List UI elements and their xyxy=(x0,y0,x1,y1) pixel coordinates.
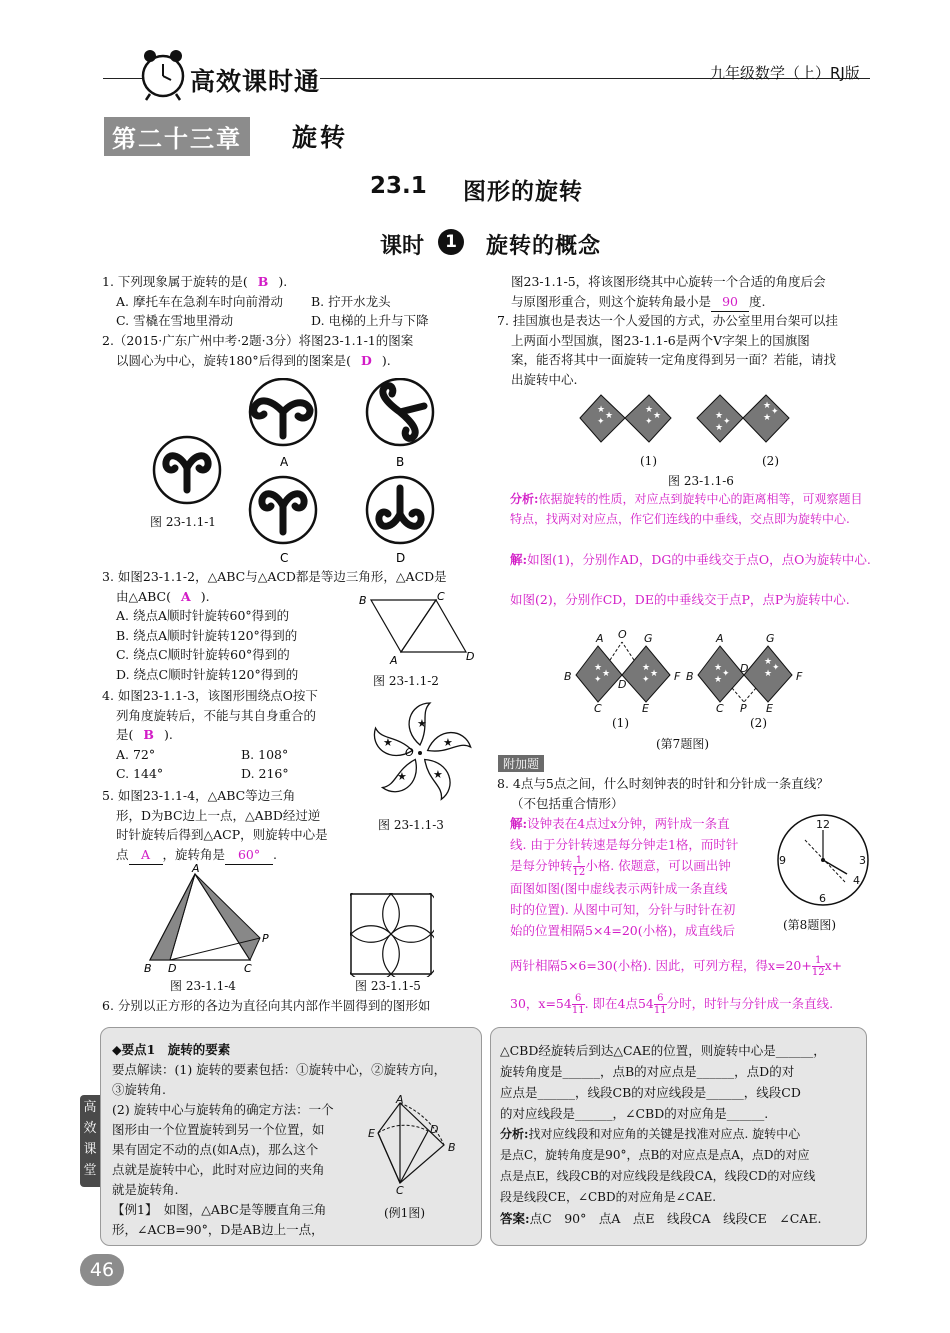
alarm-clock-logo-icon xyxy=(138,44,188,104)
example-1-answer-label: 答案: xyxy=(500,1211,530,1226)
clock-12: 12 xyxy=(816,818,830,831)
q7-a2-point-c: C xyxy=(716,702,724,712)
q7-a1-point-g: G xyxy=(644,632,653,645)
clock-9: 9 xyxy=(779,854,786,867)
q4-option-d: D. 216° xyxy=(241,766,289,781)
lesson-title: 旋转的概念 xyxy=(486,234,602,259)
q7-analysis xyxy=(510,490,872,529)
q7-sub2-label: (2) xyxy=(762,454,779,468)
q7-answer-caption: (第7题图) xyxy=(656,737,709,751)
lesson-number-badge: 1 xyxy=(438,229,464,255)
example-1-answer: 点C 90° 点A 点E 线段CA 线段CE ∠CAE. xyxy=(529,1211,822,1226)
q5-answer-angle: 60° xyxy=(225,845,273,866)
q2-label-d: D xyxy=(396,551,406,565)
q7-analysis-text: 依据旋转的性质，对应点到旋转中心的距离相等，可观察题目特点，找两对对应点，作它们连线的中垂线，交点即为旋转中心. xyxy=(510,492,863,526)
page-number: 46 xyxy=(80,1254,124,1286)
svg-text:★: ★ xyxy=(433,768,443,781)
fig-23-1-1-6-caption: 图 23-1.1-6 xyxy=(668,474,734,488)
example-1-line3: △CBD经旋转后到达△CAE的位置，则旋转中心是______， xyxy=(500,1043,826,1058)
q8-clock-caption: (第8题图) xyxy=(783,918,836,932)
question-7 xyxy=(497,311,872,389)
q2-option-b-figure xyxy=(367,379,433,445)
example-1-line2: 形，∠ACB=90°，D是AB边上一点， xyxy=(112,1222,324,1237)
clock-3: 3 xyxy=(859,854,866,867)
q7-a1-point-e: E xyxy=(642,702,649,712)
q5-point-p: P xyxy=(262,932,269,945)
key-point-title: ◆要点1 旋转的要素 xyxy=(112,1042,231,1057)
q4-end: ). xyxy=(163,727,173,742)
q7-flag-figures xyxy=(575,390,805,452)
q7-line1: 7. 挂国旗也是表达一个人爱国的方式，办公室里用台架可以挂 xyxy=(497,313,838,328)
q6-end: 度. xyxy=(749,293,766,309)
svg-text:★: ★ xyxy=(383,736,393,749)
svg-text:★: ★ xyxy=(642,663,651,673)
svg-text:★: ★ xyxy=(653,411,662,421)
q3-option-c: C. 绕点C顺时针旋转60°得到的 xyxy=(116,647,290,662)
q7-a2-point-b: B xyxy=(686,670,694,683)
q7-a2-point-f: F xyxy=(796,670,803,683)
svg-text:✦: ✦ xyxy=(642,675,650,685)
example-1-figure xyxy=(366,1095,466,1195)
section-number: 23.1 xyxy=(370,173,427,199)
q8-solution-3b: 小格. 依题意，可以画出钟 xyxy=(585,858,731,873)
q7-a2-point-e: E xyxy=(766,702,773,712)
q4-line2: 列角度旋转后，不能与其自身重合的 xyxy=(116,707,317,723)
q7-a1-point-c: C xyxy=(594,702,602,712)
q2-label-a: A xyxy=(280,455,289,469)
q7-solution xyxy=(510,550,872,570)
q3-rhombus-figure xyxy=(356,590,481,670)
q8-frac3-den: 11 xyxy=(571,1005,585,1016)
svg-text:★: ★ xyxy=(764,669,773,679)
q1-option-c: C. 雪橇在雪地里滑动 xyxy=(116,313,234,328)
example-1-line1: 【例1】 如图，△ABC是等腰直角三角 xyxy=(112,1202,327,1217)
example-1-caption: (例1图) xyxy=(384,1206,425,1220)
q7-a2-point-d: D xyxy=(740,662,749,675)
header-rule-left xyxy=(103,78,143,79)
chapter-name: 旋转 xyxy=(292,123,349,152)
svg-text:★: ★ xyxy=(714,675,723,685)
q5-point-a: A xyxy=(192,862,200,875)
svg-text:★: ★ xyxy=(397,770,407,783)
example-1-line4: 旋转角度是______，点B的对应点是______，点D的对 xyxy=(500,1064,795,1079)
q4-point-o: O xyxy=(405,746,414,759)
q8-solution-8b: . 即在4点54 xyxy=(584,996,654,1011)
svg-text:★: ★ xyxy=(417,717,427,730)
q6-answer: 90 xyxy=(711,292,749,313)
question-8 xyxy=(497,774,872,813)
q5-triangle-figure xyxy=(140,862,280,977)
fig-23-1-1-5-caption: 图 23-1.1-5 xyxy=(355,979,421,993)
q4-line1: 4. 如图23-1.1-3，该图形围绕点O按下 xyxy=(102,688,318,703)
q8-frac2-den: 12 xyxy=(811,967,825,978)
q7-sub1-label: (1) xyxy=(640,454,657,468)
q8-solution-8 xyxy=(510,993,880,1016)
q8-solution-8a: 30，x=54 xyxy=(510,996,572,1011)
q2-option-c-figure xyxy=(250,477,316,543)
q5-prefix: 点 xyxy=(116,846,129,862)
q8-clock-figure xyxy=(775,810,875,910)
fig-23-1-1-1-caption: 图 23-1.1-1 xyxy=(150,515,216,529)
svg-text:★: ★ xyxy=(715,411,724,421)
svg-text:✦: ✦ xyxy=(645,417,653,427)
q8-solution-7 xyxy=(510,955,880,978)
q1-stem: 1. 下列现象属于旋转的是( xyxy=(102,274,248,289)
q8-line1: 8. 4点与5点之间，什么时刻钟表的时针和分针成一条直线？ xyxy=(497,776,829,791)
q4-option-b: B. 108° xyxy=(241,746,289,762)
q7-solution-2: 如图(2)，分别作CD，DE的中垂线交于点P，点P为旋转中心. xyxy=(510,592,850,607)
q7-a1-point-a: A xyxy=(596,632,604,645)
question-4 xyxy=(102,686,362,784)
q8-solution-4: 面图如图(图中虚线表示两针成一条直线 xyxy=(510,881,728,896)
q4-option-c: C. 144° xyxy=(116,766,164,781)
fig-23-1-1-4-caption: 图 23-1.1-4 xyxy=(170,979,236,993)
q3-line1: 3. 如图23-1.1-2，△ABC与△ACD都是等边三角形，△ACD是 xyxy=(102,569,447,584)
q7-line4: 出旋转中心. xyxy=(511,371,578,387)
section-title: 图形的旋转 xyxy=(463,179,583,205)
fig-23-1-1-2-caption: 图 23-1.1-2 xyxy=(373,674,439,688)
q8-frac1-num: 1 xyxy=(573,855,586,867)
q1-option-a: A. 摩托车在急刹车时向前滑动 xyxy=(116,293,283,309)
q3-option-d: D. 绕点C顺时针旋转120°得到的 xyxy=(116,666,299,682)
q7-analysis-label: 分析: xyxy=(510,492,539,506)
logo-text: 高效课时通 xyxy=(190,67,321,96)
q5-mid: ，旋转角是 xyxy=(162,846,226,862)
q7-a1-point-b: B xyxy=(564,670,572,683)
svg-text:★: ★ xyxy=(602,669,611,679)
q2-option-a-figure xyxy=(250,379,316,445)
q7-line3: 案，能否将其中一面旋转一定角度得到另一面？若能，请找 xyxy=(511,352,837,367)
q7-answer-sub1: (1) xyxy=(612,716,629,730)
q8-solution-5: 时的位置). 从图中可知，分针与时针在初 xyxy=(510,902,736,917)
key-point-line6: 点就是旋转中心，此时对应边间的夹角 xyxy=(112,1162,325,1177)
svg-text:★: ★ xyxy=(443,736,453,749)
svg-text:★: ★ xyxy=(763,401,772,411)
svg-text:★: ★ xyxy=(650,669,659,679)
q4-pinwheel-figure xyxy=(365,698,480,806)
ex1-point-b: B xyxy=(448,1141,456,1154)
q7-solution-label: 解: xyxy=(510,552,528,567)
svg-text:✦: ✦ xyxy=(722,669,730,679)
q7-a1-point-d: D xyxy=(618,678,627,691)
q3-line2: 由△ABC( xyxy=(116,588,171,604)
q2-line1: 2.（2015·广东广州中考·2题·3分）将图23-1.1-1的图案 xyxy=(102,333,414,348)
q7-a2-point-p: P xyxy=(740,702,747,712)
q7-a1-point-f: F xyxy=(674,670,681,683)
q4-answer: B xyxy=(143,727,154,742)
example-1-analysis-2: 是点C，旋转角度是90°，点B的对应点是点A，点D的对应 xyxy=(500,1148,810,1162)
q8-solution-2: 线. 由于分针转速是每分钟走1格，而时针 xyxy=(510,837,739,852)
q4-option-a: A. 72° xyxy=(116,746,156,762)
question-2 xyxy=(102,331,487,370)
clock-4: 4 xyxy=(853,874,860,887)
q7-answer-sub2: (2) xyxy=(750,716,767,730)
svg-text:★: ★ xyxy=(764,657,773,667)
q3-point-c: C xyxy=(437,590,445,603)
key-point-line4: 图形由一个位置旋转到另一个位置，如 xyxy=(112,1122,325,1137)
q6-square-petals-figure xyxy=(350,893,434,977)
q2-line2: 以圆心为中心，旋转180°后得到的图案是( xyxy=(116,352,351,368)
q5-point-d: D xyxy=(168,962,177,975)
ex1-point-a: A xyxy=(396,1095,404,1106)
q1-option-d: D. 电梯的上升与下降 xyxy=(311,313,429,328)
key-point-line3: (2) 旋转中心与旋转角的确定方法：一个 xyxy=(112,1102,334,1117)
q8-solution-3a: 是每分钟转 xyxy=(510,858,573,873)
q2-label-b: B xyxy=(396,455,405,469)
q7-a1-point-o: O xyxy=(618,630,627,641)
q8-solution-1: 设钟表在4点过x分钟，两针成一条直 xyxy=(527,816,730,831)
q3-point-d: D xyxy=(466,650,475,663)
q1-end: ). xyxy=(278,274,288,289)
q7-a2-point-g: G xyxy=(766,632,775,645)
fig-23-1-1-3-caption: 图 23-1.1-3 xyxy=(378,818,444,832)
q4-line3: 是( xyxy=(116,727,134,742)
example-1-continued xyxy=(500,1040,860,1229)
q2-original-figure xyxy=(154,437,220,503)
svg-text:★: ★ xyxy=(645,405,654,415)
svg-text:★: ★ xyxy=(594,663,603,673)
book-title: 九年级数学（上）RJ版 xyxy=(710,64,860,82)
q7-line2: 上两面小型国旗，图23-1.1-6是两个V字架上的国旗图 xyxy=(511,332,810,348)
q8-solution-label: 解: xyxy=(510,816,528,831)
extra-question-tag: 附加题 xyxy=(498,755,544,772)
ex1-point-e: E xyxy=(368,1127,375,1140)
q3-end: ). xyxy=(200,588,210,604)
svg-text:★: ★ xyxy=(714,663,723,673)
side-tab: 高效课堂 xyxy=(80,1095,100,1187)
q6-line1: 6. 分别以正方形的各边为直径向其内部作半圆得到的图形如 xyxy=(102,998,431,1013)
q8-solution-8c: 分时，时针与分针成一条直线. xyxy=(666,996,834,1011)
q8-line2: （不包括重合情形） xyxy=(511,795,624,811)
q7-a2-point-a: A xyxy=(716,632,724,645)
ex1-point-c: C xyxy=(396,1184,404,1195)
q3-point-a: A xyxy=(390,654,398,667)
svg-text:✦: ✦ xyxy=(597,417,605,427)
example-1-analysis-1: 找对应线段和对应角的关键是找准对应点. 旋转中心 xyxy=(528,1127,801,1141)
example-1-analysis-3: 点是点E，线段CB的对应线段是线段CA，线段CD的对应线 xyxy=(500,1169,816,1183)
svg-text:✦: ✦ xyxy=(594,675,602,685)
q3-point-b: B xyxy=(359,594,367,607)
q1-option-b: B. 拧开水龙头 xyxy=(311,293,391,309)
q5-line1: 5. 如图23-1.1-4，△ABC等边三角 xyxy=(102,788,296,803)
q8-frac4-den: 11 xyxy=(653,1005,667,1016)
q6-line2: 图23-1.1-5，将该图形绕其中心旋转一个合适的角度后会 xyxy=(511,274,826,289)
q3-answer: A xyxy=(181,588,191,604)
q8-solution-6: 始的位置相隔5×4=20(小格)，成直线后 xyxy=(510,923,736,938)
q7-solution-1: 如图(1)，分别作AD，DG的中垂线交于点O，点O为旋转中心. xyxy=(527,552,871,567)
q8-frac4-num: 6 xyxy=(654,993,667,1005)
q5-line2: 形，D为BC边上一点，△ABD经过逆 xyxy=(116,807,321,823)
question-6-continued xyxy=(497,272,872,312)
q6-line3: 与原图形重合，则这个旋转角最小是 xyxy=(511,293,712,309)
svg-text:✦: ✦ xyxy=(771,407,779,417)
question-5 xyxy=(102,786,362,865)
q8-frac3-num: 6 xyxy=(572,993,585,1005)
q8-frac1-den: 12 xyxy=(572,867,586,878)
key-point-line2: ③旋转角. xyxy=(112,1082,166,1097)
q2-label-c: C xyxy=(280,551,289,565)
q8-frac2-num: 1 xyxy=(812,955,825,967)
example-1-line6: 的对应线段是______，∠CBD的对应角是______. xyxy=(500,1106,769,1121)
svg-text:★: ★ xyxy=(763,413,772,423)
q2-answer: D xyxy=(361,352,372,368)
q8-solution xyxy=(510,813,772,941)
q2-end: ). xyxy=(381,352,391,368)
q5-point-b: B xyxy=(144,962,152,975)
q5-line3: 时针旋转后得到△ACP，则旋转中心是 xyxy=(116,827,328,842)
svg-text:✦: ✦ xyxy=(772,663,780,673)
key-point-line7: 就是旋转角. xyxy=(112,1182,179,1197)
key-point-line1: 要点解读：(1) 旋转的要素包括：①旋转中心，②旋转方向， xyxy=(112,1062,447,1077)
ex1-point-d: D xyxy=(430,1123,439,1136)
q8-solution-7b: x+ xyxy=(824,958,843,973)
q2-figures xyxy=(150,378,450,568)
svg-text:✦: ✦ xyxy=(723,417,731,427)
q2-option-d-figure xyxy=(367,477,433,543)
example-1-analysis-label: 分析: xyxy=(500,1127,529,1141)
q5-point-c: C xyxy=(244,962,252,975)
question-1 xyxy=(102,272,487,331)
q5-end: . xyxy=(273,846,278,862)
example-1-analysis-4: 段是线段CE，∠CBD的对应角是∠CAE. xyxy=(500,1190,717,1204)
clock-6: 6 xyxy=(819,892,826,905)
q8-solution-7a: 两针相隔5×6=30(小格). 因此，可列方程，得x=20+ xyxy=(510,958,812,973)
svg-text:★: ★ xyxy=(597,405,606,415)
svg-text:★: ★ xyxy=(605,411,614,421)
q3-option-a: A. 绕点A顺时针旋转60°得到的 xyxy=(116,608,290,623)
q5-answer-center: A xyxy=(129,845,163,866)
chapter-label: 第二十三章 xyxy=(104,117,250,156)
example-1-line5: 应点是______，线段CB的对应线段是______，线段CD xyxy=(500,1085,801,1100)
q7-answer-figures xyxy=(560,630,822,712)
lesson-prefix: 课时 xyxy=(380,234,425,259)
svg-text:★: ★ xyxy=(715,423,724,433)
key-point-line5: 果有固定不动的点(如A点)，那么这个 xyxy=(112,1142,319,1157)
q1-answer: B xyxy=(257,274,269,289)
q3-option-b: B. 绕点A顺时针旋转120°得到的 xyxy=(116,627,298,643)
